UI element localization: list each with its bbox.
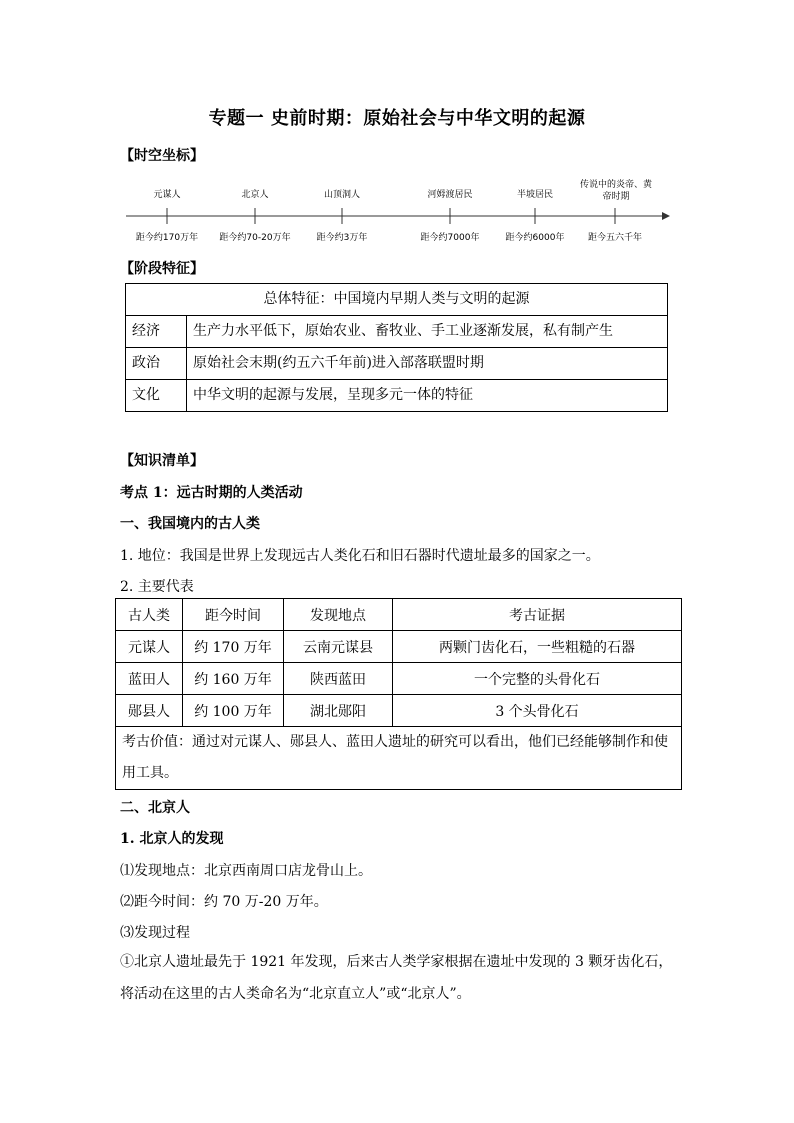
table-cell: 约 160 万年 [183,663,284,695]
table-row [116,663,682,695]
timeline-date-yanhuang: 距今五六千年 [587,233,642,243]
table-cell: 蓝田人 [116,663,183,695]
table-cell: 湖北郧阳 [284,695,393,727]
para-location: ⑴发现地点：北京西南周口店龙骨山上。 [120,863,372,879]
para-discovery: ①北京人遗址最先于 1921 年发现，后来古人类学家根据在遗址中发现的 3 颗牙齿化石，将活动在这里的古人类命名为“北京直立人”或“北京人”。 [120,954,673,1002]
timeline-label-banpo: 半坡居民 [516,190,553,200]
stage-label-politics: 政治 [126,348,187,380]
col-header: 距今时间 [183,599,284,631]
table-row [116,695,682,727]
stage-header: 总体特征：中国境内早期人类与文明的起源 [126,284,668,316]
timeline-date-beijing: 距今约70-20万年 [219,233,291,243]
archaeology-note: 考古价值：通过对元谋人、郧县人、蓝田人遗址的研究可以看出，他们已经能够制作和使用工具。 [116,727,682,790]
item2-text: 2. 主要代表 [120,579,194,595]
section-timespace: 【时空坐标】 [120,148,204,164]
timeline-date-hemudu: 距今约7000年 [420,233,480,243]
para-time: ⑵距今时间：约 70 万-20 万年。 [120,894,328,910]
table-cell: 约 100 万年 [183,695,284,727]
table-row [126,348,668,380]
page-title: 专题一 史前时期：原始社会与中华文明的起源 [208,108,586,129]
table-cell: 两颗门齿化石，一些粗糙的石器 [393,631,682,663]
sub2-1-heading: 1. 北京人的发现 [120,831,224,847]
table-cell: 云南元谋县 [284,631,393,663]
timeline [120,172,680,252]
table-row [126,284,668,316]
table-cell: 约 170 万年 [183,631,284,663]
table-header-row [116,599,682,631]
timeline-label-hemudu: 河姆渡居民 [427,190,473,200]
stage-label-culture: 文化 [126,380,187,412]
col-header: 发现地点 [284,599,393,631]
table-row [126,316,668,348]
item1-text: 1. 地位：我国是世界上发现远古人类化石和旧石器时代遗址最多的国家之一。 [120,548,600,564]
table-row [116,631,682,663]
table-cell: 元谋人 [116,631,183,663]
timeline-label-yuanmou: 元谋人 [153,190,181,200]
timeline-date-banpo: 距今约6000年 [505,233,565,243]
timeline-date-shandingdong: 距今约3万年 [316,233,368,243]
table-row [116,727,682,790]
kp1-heading: 考点 1：远古时期的人类活动 [120,485,303,501]
timeline-label-shandingdong: 山顶洞人 [323,190,360,200]
table-cell: 陕西蓝田 [284,663,393,695]
stage-text-politics: 原始社会末期(约五六千年前)进入部落联盟时期 [187,348,668,380]
ancient-humans-table [115,598,682,790]
section-stage: 【阶段特征】 [120,261,204,277]
table-cell: 3 个头骨化石 [393,695,682,727]
timeline-label-yanhuang: 传说中的炎帝、黄帝时期 [580,180,653,202]
timeline-label-beijing: 北京人 [241,190,269,200]
stage-text-culture: 中华文明的起源与发展，呈现多元一体的特征 [187,380,668,412]
col-header: 考古证据 [393,599,682,631]
table-cell: 一个完整的头骨化石 [393,663,682,695]
table-row [126,380,668,412]
sub2-heading: 二、北京人 [120,800,190,816]
stage-label-economy: 经济 [126,316,187,348]
timeline-date-yuanmou: 距今约170万年 [135,233,199,243]
col-header: 古人类 [116,599,183,631]
stage-text-economy: 生产力水平低下，原始农业、畜牧业、手工业逐渐发展，私有制产生 [187,316,668,348]
stage-feature-table [125,283,668,412]
table-cell: 郧县人 [116,695,183,727]
section-knowledge: 【知识清单】 [120,453,204,469]
sub1-heading: 一、我国境内的古人类 [120,516,260,532]
para-process: ⑶发现过程 [120,925,190,941]
